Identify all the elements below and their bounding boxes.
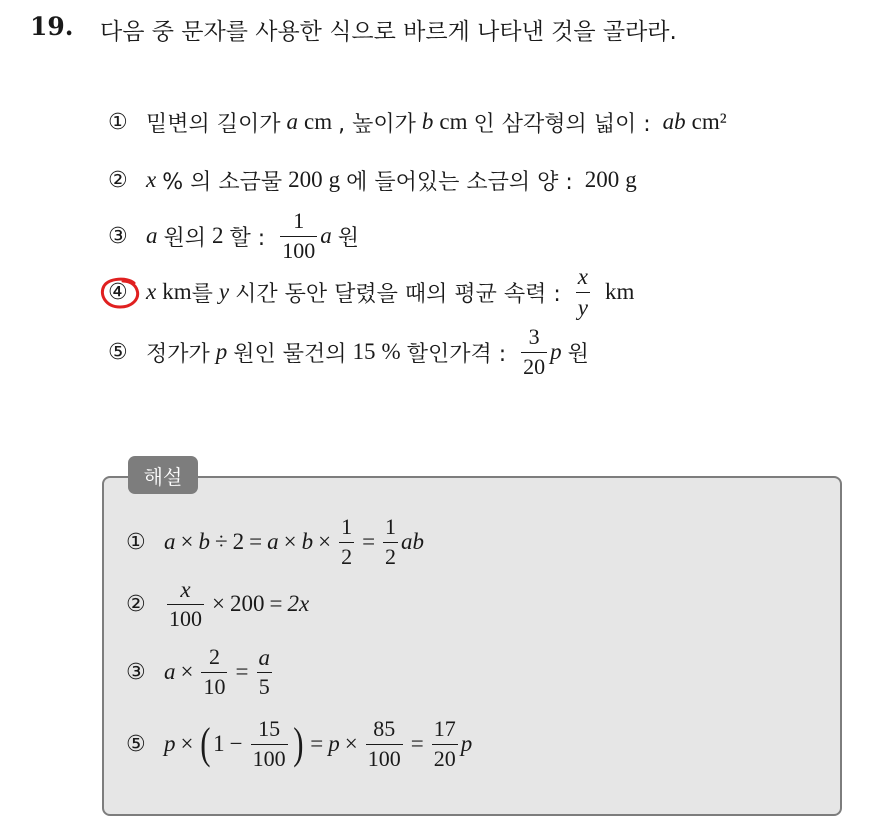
- option-4-unit-1: km: [162, 279, 192, 304]
- fraction-denominator: 2: [385, 543, 397, 569]
- solution-4-op: ×: [344, 731, 358, 756]
- solution-1-fraction-2: [383, 515, 398, 568]
- option-4-number: ④: [108, 279, 128, 305]
- option-3-fraction-denominator: 100: [282, 237, 316, 263]
- solution-2-number: ②: [126, 591, 146, 617]
- solution-1-equals: =: [362, 529, 376, 554]
- solution-1-number: ①: [126, 529, 146, 555]
- fraction-numerator: x: [180, 576, 191, 602]
- solution-1-fraction-1: [339, 515, 354, 568]
- option-3-fraction-numerator: 1: [293, 208, 305, 234]
- solution-line-1: [126, 512, 424, 572]
- option-5-text-2: 원인 물건의: [233, 341, 347, 367]
- solution-1-term: a: [267, 529, 279, 554]
- question-number: 19.: [30, 12, 74, 41]
- option-2-number-200: 200: [288, 167, 323, 192]
- solution-3-term: a: [164, 659, 176, 684]
- option-2-text-2: 에 들어있는 소금의 양 :: [346, 169, 573, 195]
- solution-4-fraction-1: [251, 717, 288, 770]
- solution-line-4: [126, 714, 472, 774]
- solution-1-term: a: [164, 529, 176, 554]
- option-4-fraction-numerator: x: [577, 264, 588, 290]
- option-3-text-1: 원의: [163, 225, 207, 251]
- option-1-number: ①: [108, 109, 128, 135]
- option-4-var-x: x: [146, 279, 157, 304]
- solution-4-term: p: [328, 731, 340, 756]
- option-1-text-3: 인 삼각형의 넓이 :: [473, 111, 651, 137]
- option-1-text-1: 밑변의 길이가: [146, 111, 281, 137]
- solution-line-2: [126, 574, 309, 634]
- fraction-numerator: 85: [373, 716, 396, 742]
- solution-4-op: ×: [180, 731, 194, 756]
- option-3-number: ③: [108, 223, 128, 249]
- solution-1-op: ÷: [214, 529, 228, 554]
- option-1-unit-1: cm: [304, 109, 333, 134]
- option-5[interactable]: [108, 322, 589, 382]
- solution-4-left-paren: (: [200, 719, 211, 768]
- option-3-var-a: a: [146, 223, 158, 248]
- option-5-text-4: 원: [567, 341, 589, 367]
- option-5-number: ⑤: [108, 339, 128, 365]
- option-4[interactable]: [108, 262, 634, 322]
- solution-1-op: ×: [318, 529, 332, 554]
- option-1-text-2: , 높이가: [338, 111, 416, 137]
- solution-tag: 해설: [128, 456, 198, 494]
- fraction-numerator: 1: [341, 514, 353, 540]
- solution-1-equals: =: [249, 529, 263, 554]
- solution-1-op: ×: [180, 529, 194, 554]
- fraction-denominator: 2: [341, 543, 353, 569]
- fraction-numerator: 15: [258, 716, 281, 742]
- option-5-percent: %: [381, 339, 401, 364]
- option-4-unit-2: km: [604, 279, 635, 304]
- option-5-text-1: 정가가: [146, 341, 210, 367]
- solution-1-op: ×: [283, 529, 297, 554]
- solution-4-fraction-2: [366, 717, 403, 770]
- fraction-numerator: 2: [208, 644, 220, 670]
- option-4-fraction: [576, 264, 590, 320]
- option-3-number-2: 2: [212, 223, 224, 248]
- option-4-text-1: 를: [191, 281, 213, 307]
- solution-4-op: −: [229, 731, 243, 756]
- option-5-fraction: [521, 325, 547, 378]
- fraction-numerator: 17: [433, 716, 456, 742]
- option-1-var-b: b: [421, 109, 434, 134]
- option-2-answer: 200: [584, 167, 620, 192]
- option-2-unit: g: [328, 167, 341, 192]
- option-5-fraction-var: p: [550, 339, 562, 364]
- option-3-text-2: 할 :: [229, 225, 266, 251]
- option-2-text-1: % 의 소금물: [162, 169, 283, 195]
- option-3-text-3: 원: [337, 225, 359, 251]
- option-5-fraction-numerator: 3: [528, 324, 540, 350]
- fraction-denominator: 20: [433, 745, 456, 771]
- option-2-number: ②: [108, 167, 128, 193]
- option-4-text-2: 시간 동안 달렸을 때의 평균 속력 :: [235, 281, 561, 307]
- solution-1-result: ab: [401, 529, 425, 554]
- option-3-fraction: [280, 209, 317, 262]
- solution-3-number: ③: [126, 659, 146, 685]
- option-5-text-3: 할인가격 :: [406, 341, 507, 367]
- solution-3-op: ×: [180, 659, 194, 684]
- option-5-fraction-denominator: 20: [523, 353, 546, 379]
- option-5-number-15: 15: [352, 339, 376, 364]
- fraction-denominator: 100: [367, 745, 401, 771]
- option-4-fraction-denominator: y: [576, 292, 590, 320]
- solution-4-fraction-3: [432, 717, 458, 770]
- solution-2-op: ×: [212, 591, 225, 616]
- solution-1-term: b: [198, 529, 210, 554]
- option-2-var-x: x: [146, 167, 157, 192]
- solution-2-result: 2x: [287, 591, 310, 616]
- fraction-denominator: 10: [203, 673, 226, 699]
- question-text: 다음 중 문자를 사용한 식으로 바르게 나타낸 것을 골라라.: [100, 19, 677, 45]
- solution-4-equals: =: [310, 731, 324, 756]
- solution-1-term: 2: [232, 529, 245, 554]
- solution-3-fraction-2: [256, 645, 272, 699]
- solution-1-term: b: [301, 529, 314, 554]
- solution-4-number: ⑤: [126, 731, 146, 757]
- solution-2-term: 200: [229, 591, 265, 616]
- solution-3-fraction-1: [201, 645, 227, 698]
- option-3[interactable]: [108, 206, 359, 266]
- solution-2-equals: =: [269, 591, 283, 616]
- solution-line-3: [126, 642, 275, 702]
- solution-4-right-paren: ): [292, 719, 304, 768]
- solution-4-term: p: [164, 731, 176, 756]
- fraction-numerator: a: [258, 644, 270, 670]
- option-4-var-y: y: [218, 279, 230, 304]
- solution-4-result-var: p: [460, 731, 473, 756]
- fraction-denominator: 100: [169, 606, 202, 632]
- option-1-answer: ab: [662, 109, 686, 134]
- option-3-fraction-var: a: [320, 223, 332, 248]
- solution-4-equals: =: [410, 731, 424, 756]
- solution-2-fraction: [167, 577, 204, 631]
- option-1[interactable]: [108, 92, 727, 152]
- fraction-denominator: 5: [258, 674, 270, 700]
- fraction-denominator: 100: [252, 745, 286, 771]
- option-1-unit-2: cm: [439, 109, 468, 134]
- solution-4-term: 1: [213, 731, 225, 756]
- option-5-var-p: p: [215, 339, 228, 364]
- option-2[interactable]: [108, 150, 637, 210]
- option-1-var-a: a: [286, 109, 299, 134]
- solution-3-equals: =: [235, 659, 249, 684]
- fraction-numerator: 1: [385, 514, 397, 540]
- option-2-answer-unit: g: [625, 167, 637, 192]
- option-1-answer-unit: cm²: [691, 109, 727, 134]
